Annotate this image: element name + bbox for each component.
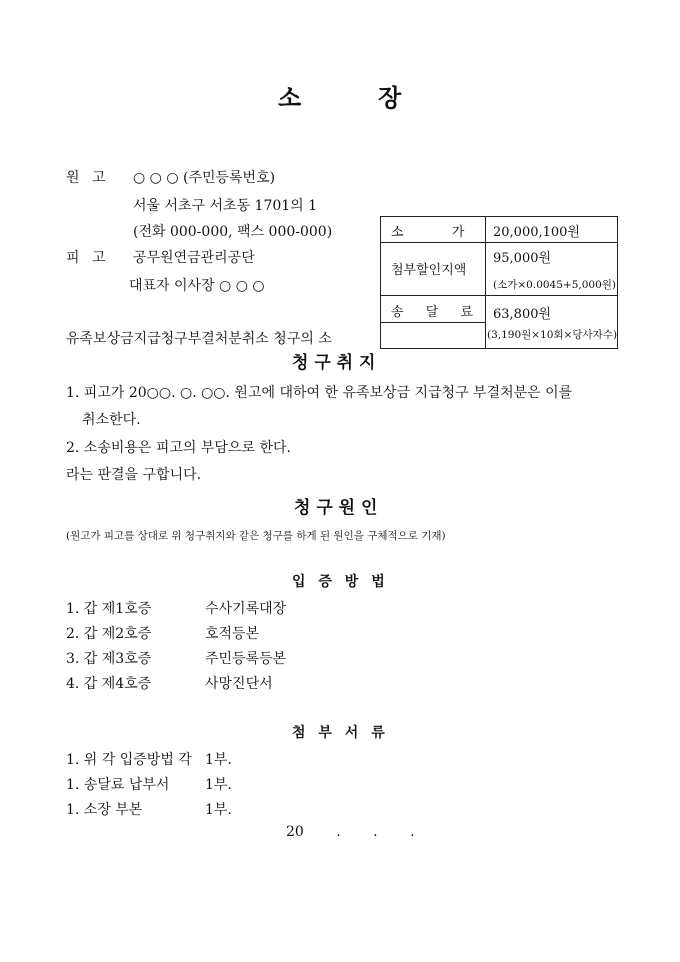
evidence-item-no: 3. 갑 제3호증 [66, 651, 152, 667]
service-fee-label: 송 달 료 [391, 305, 473, 320]
evidence-item-doc: 수사기록대장 [205, 601, 287, 617]
defendant-label: 피 고 [66, 250, 106, 266]
plaintiff-name: ○ ○ ○ (주민등록번호) [133, 170, 276, 186]
attachment-item-name: 1. 송달료 납부서 [66, 777, 170, 793]
defendant-representative: 대표자 이사장 ○ ○ ○ [129, 278, 265, 294]
evidence-item-no: 1. 갑 제1호증 [66, 601, 152, 617]
date-line: 20 . . . [286, 824, 415, 840]
stamp-fee-value: 95,000원 [493, 251, 552, 266]
case-name: 유족보상금지급청구부결처분취소 청구의 소 [66, 331, 332, 347]
claim-cause-heading: 청 구 원 인 [294, 498, 378, 518]
evidence-item-doc: 주민등록등본 [205, 651, 287, 667]
stamp-fee-label: 첨부할인지액 [391, 263, 467, 278]
evidence-item-doc: 호적등본 [205, 626, 260, 642]
title-char-1: 소 [278, 83, 302, 112]
title-char-2: 장 [378, 83, 402, 112]
attachments-heading: 첨 부 서 류 [292, 725, 385, 741]
attachment-item-name: 1. 위 각 입증방법 각 [66, 752, 192, 768]
service-fee-value: 63,800원 [493, 307, 552, 322]
claim-item-1-line-2: 취소한다. [82, 412, 141, 428]
evidence-item-no: 4. 갑 제4호증 [66, 676, 152, 692]
attachment-item-count: 1부. [205, 802, 232, 818]
claim-item-2: 2. 소송비용은 피고의 부담으로 한다. [66, 440, 291, 456]
plaintiff-contact: (전화 000-000, 팩스 000-000) [133, 224, 333, 240]
evidence-item-no: 2. 갑 제2호증 [66, 626, 152, 642]
attachment-item-name: 1. 소장 부본 [66, 802, 143, 818]
plaintiff-label: 원 고 [66, 170, 106, 186]
claim-value: 20,000,100원 [493, 225, 580, 240]
claim-item-1-line-1: 1. 피고가 20○○. ○. ○○. 원고에 대하여 한 유족보상금 지급청구 부결처분은 이를 [66, 385, 573, 401]
defendant-name: 공무원연금관리공단 [133, 250, 255, 266]
claim-purpose-heading: 청 구 취 지 [292, 353, 376, 373]
claim-cause-note: (원고가 피고를 상대로 위 청구취지와 같은 청구를 하게 된 원인을 구체적으로 기재) [66, 530, 446, 542]
attachment-item-count: 1부. [205, 752, 232, 768]
service-fee-formula: (3,190원×10회×당사자수) [487, 329, 618, 341]
stamp-fee-formula: (소가×0.0045+5,000원) [493, 279, 617, 291]
fee-table [380, 216, 618, 349]
evidence-item-doc: 사망진단서 [205, 676, 273, 692]
attachment-item-count: 1부. [205, 777, 232, 793]
plaintiff-address: 서울 서초구 서초동 1701의 1 [133, 198, 318, 214]
claim-value-label: 소 가 [391, 225, 465, 240]
evidence-heading: 입 증 방 법 [292, 574, 385, 590]
claim-closing: 라는 판결을 구합니다. [66, 467, 202, 483]
